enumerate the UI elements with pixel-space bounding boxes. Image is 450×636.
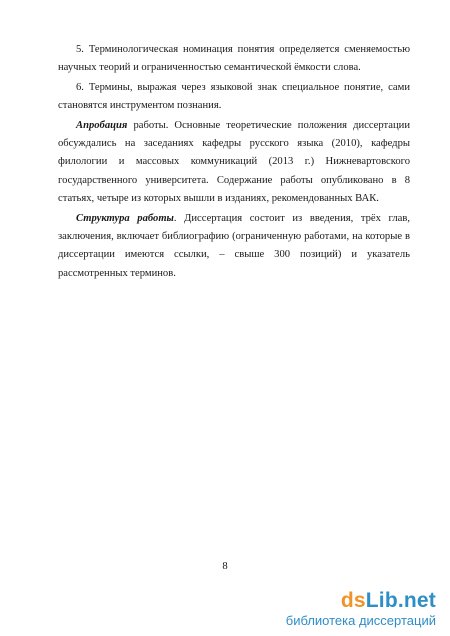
page-number: 8 (222, 561, 228, 572)
dslib-watermark[interactable] (286, 590, 436, 628)
paragraph-text: работы. Основные теоретические положения диссертации обсуждались на заседаниях кафедры русского языка (2010), кафедры филологии и массовых коммуникаций (2013 г.) Нижневартовского государственного университета. Содержание работы опубликовано в 8 статьях, четыре из которых вышли в изданиях, рекомендованных ВАК. (58, 119, 410, 205)
logo-ds: ds (340, 589, 366, 612)
dslib-logo (286, 590, 436, 612)
paragraph-lead-approbation: Апробация (76, 119, 128, 131)
paragraph-text: 5. Терминологическая номинация понятия определяется сменяемостью научных теорий и ограниченностью семантической ёмкости слова. (58, 44, 410, 74)
document-body (58, 41, 410, 284)
logo-tld: .net (397, 589, 436, 612)
paragraph-structure (58, 210, 410, 284)
logo-lib: Lib (365, 589, 398, 612)
paragraph-text: 6. Термины, выражая через языковой знак специальное понятие, сами становятся инструментом познания. (58, 81, 410, 112)
paragraph-conclusion-5 (58, 41, 410, 78)
paragraph-approbation (58, 117, 410, 209)
watermark-subtitle: библиотека диссертаций (285, 613, 436, 628)
paragraph-conclusion-6 (58, 79, 410, 116)
paragraph-lead-structure: Структура работы (76, 212, 174, 224)
paragraph-text: . Диссертация состоит из введения, трёх глав, заключения, включает библиографию (ограниченную работами, на которые в диссертации имеются ссылки, – свыше 300 позиций) и указатель рассмотренных терминов. (58, 212, 410, 279)
